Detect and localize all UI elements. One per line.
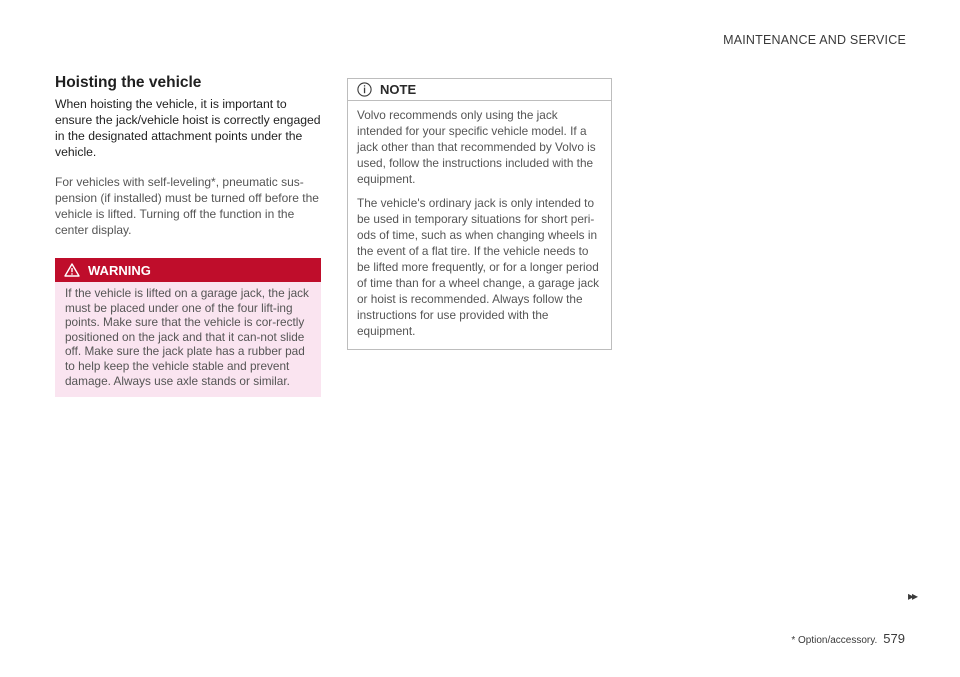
note-box — [347, 78, 612, 350]
warning-text: If the vehicle is lifted on a garage jack, the jack must be placed under one of the four lift-ing points. Make sure that the vehicle is cor-rectly positioned on the jack and that it can-not slide off. Make sure the jack plate has a rubber pad to help keep the vehicle stable and prevent damage. Always use axle stands or similar. — [65, 286, 309, 388]
note-paragraph-1: Volvo recommends only using the jack intended for your specific vehicle model. If a jack other than that recommended by Volvo is used, follow the instructions included with the equipment. — [357, 108, 596, 186]
warning-box — [55, 258, 321, 397]
info-icon — [357, 82, 372, 97]
note-paragraph-2: The vehicle's ordinary jack is only intended to be used in temporary situations for short peri-ods of time, such as when changing wheels in the event of a flat tire. If the vehicle needs to be lifted more frequently, or for a longer period of time than for a wheel change, a garage jack or hoist is recommended. Always follow the instructions for use provided with the equipment. — [357, 196, 599, 338]
warning-triangle-icon — [64, 263, 80, 277]
warning-title: WARNING — [88, 262, 151, 278]
note-header — [348, 79, 611, 101]
page-footer — [791, 631, 905, 646]
intro-paragraph: When hoisting the vehicle, it is important to ensure the jack/vehicle hoist is correctly engaged in the designated attachment points under the vehicle. — [55, 97, 321, 159]
warning-header — [55, 258, 321, 282]
note-title: NOTE — [380, 82, 417, 97]
page-number: 579 — [883, 631, 905, 646]
page-title: Hoisting the vehicle — [55, 74, 202, 91]
option-footnote: * Option/accessory. — [791, 635, 878, 646]
note-body — [348, 101, 611, 349]
self-leveling-paragraph: For vehicles with self-leveling*, pneumatic sus-pension (if installed) must be turned off before the vehicle is lifted. Turning off the function in the center display. — [55, 175, 319, 237]
left-column — [55, 74, 321, 397]
middle-column — [347, 78, 612, 350]
section-header: MAINTENANCE AND SERVICE — [723, 33, 906, 47]
next-page-arrows-icon: ▸▸ — [907, 589, 916, 603]
